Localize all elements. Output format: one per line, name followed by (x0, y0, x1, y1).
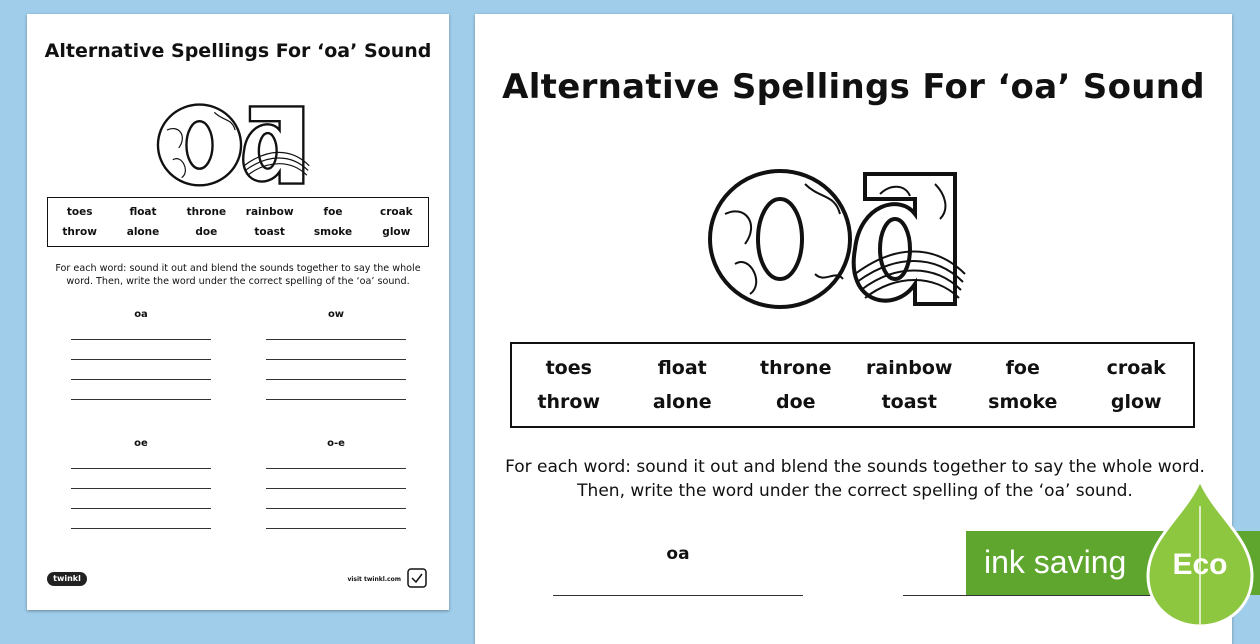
word-bank-item: foe (1005, 356, 1040, 379)
writing-line (71, 359, 211, 360)
word-bank-item: throne (760, 356, 832, 379)
writing-line (71, 488, 211, 489)
worksheet-title: Alternative Spellings For ‘oa’ Sound (44, 40, 432, 62)
word-bank-item: toes (545, 356, 592, 379)
word-bank-item: rainbow (866, 356, 953, 379)
writing-line (266, 399, 406, 400)
word-bank-item: throne (186, 206, 227, 218)
ink-saving-label: ink saving (984, 544, 1127, 580)
column-label-o-e: o-e (327, 438, 345, 449)
writing-line (266, 528, 406, 529)
writing-line (266, 488, 406, 489)
word-bank-item: croak (379, 206, 413, 218)
instructions-text: For each word: sound it out and blend the sounds together to say the whole word. Then, write the word under the correct spelling of the ‘oa’ sound. (55, 263, 421, 288)
worksheet-thumbnail (27, 14, 449, 610)
word-bank-item: float (657, 356, 707, 379)
word-bank-item: alone (652, 391, 712, 414)
word-bank-item: doe (775, 391, 816, 414)
writing-line (71, 468, 211, 469)
writing-line (71, 399, 211, 400)
footer-url: visit twinkl.com (347, 576, 401, 583)
word-bank-item: toast (881, 391, 937, 414)
word-bank-item: toast (254, 226, 285, 238)
oa-letters-illustration (705, 154, 1005, 314)
word-bank-item: throw (62, 226, 97, 238)
writing-line (71, 528, 211, 529)
word-bank-item: float (129, 206, 157, 218)
worksheet-title: Alternative Spellings For ‘oa’ Sound (502, 67, 1205, 107)
eco-leaf-icon (1140, 476, 1260, 630)
eco-label: Eco (1172, 548, 1228, 581)
column-label-ow: ow (327, 309, 345, 320)
word-bank-item: smoke (988, 391, 1058, 414)
badge-icon (407, 568, 427, 588)
word-bank-item: doe (195, 226, 218, 238)
twinkl-logo: twinkl (47, 572, 87, 586)
word-bank-item: toes (66, 206, 93, 218)
word-bank (510, 342, 1195, 428)
word-bank-item: alone (126, 226, 160, 238)
word-bank-item: glow (1110, 391, 1162, 414)
writing-line (71, 379, 211, 380)
column-label-oa: oa (666, 544, 690, 564)
column-label-oe: oe (134, 438, 148, 449)
word-bank (47, 197, 429, 247)
word-bank-item: smoke (313, 226, 353, 238)
writing-line (266, 339, 406, 340)
writing-line (71, 339, 211, 340)
instructions-text: For each word: sound it out and blend the sounds together to say the whole word. Then, write the word under the correct spelling of the ‘oa’ sound. (505, 457, 1205, 501)
writing-line (266, 359, 406, 360)
writing-line (266, 468, 406, 469)
word-bank-item: glow (382, 226, 411, 238)
oa-letters-illustration (155, 94, 333, 190)
column-label-oa: oa (134, 309, 148, 320)
word-bank-item: throw (537, 391, 601, 414)
writing-line (266, 508, 406, 509)
writing-line (553, 595, 803, 596)
writing-line (71, 508, 211, 509)
writing-line (903, 595, 1153, 596)
word-bank-item: rainbow (245, 206, 294, 218)
word-bank-item: foe (323, 206, 343, 218)
writing-line (266, 379, 406, 380)
word-bank-item: croak (1106, 356, 1166, 379)
